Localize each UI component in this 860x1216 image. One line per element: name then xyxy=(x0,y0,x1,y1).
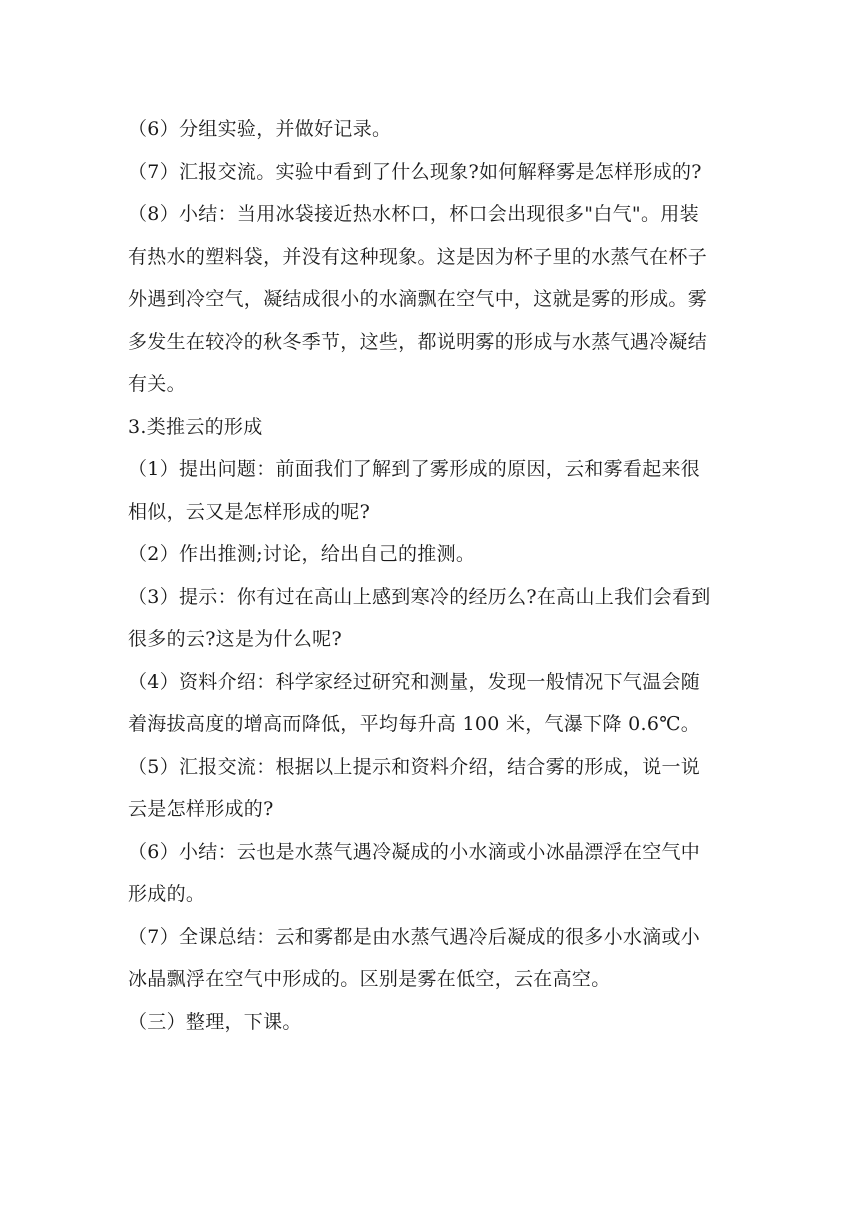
paragraph-step-6-group-experiment xyxy=(128,108,732,151)
text-line: 多发生在较冷的秋冬季节，这些，都说明雾的形成与水蒸气遇冷凝结 xyxy=(128,330,708,353)
text-line: （8）小结：当用冰袋接近热水杯口，杯口会出现很多"白气"。用装 xyxy=(128,203,699,225)
text-line: （1）提出问题：前面我们了解到了雾形成的原因，云和雾看起来很 xyxy=(128,458,701,480)
text-line: 云是怎样形成的? xyxy=(128,798,274,820)
text-line: （2）作出推测;讨论，给出自己的推测。 xyxy=(128,543,476,565)
text-line: （4）资料介绍：科学家经过研究和测量，发现一般情况下气温会随 xyxy=(128,670,701,693)
text-line: 有热水的塑料袋，并没有这种现象。这是因为杯子里的水蒸气在杯子 xyxy=(128,245,708,268)
text-line: （三）整理，下课。 xyxy=(128,1010,302,1033)
text-line: 外遇到冷空气，凝结成很小的水滴飘在空气中，这就是雾的形成。雾 xyxy=(128,288,708,310)
text-line: （3）提示：你有过在高山上感到寒冷的经历么?在高山上我们会看到 xyxy=(128,585,711,608)
text-line: 着海拔高度的增高而降低，平均每升高 100 米，气瀑下降 0.6℃。 xyxy=(128,713,701,735)
text-line: （7）全课总结：云和雾都是由水蒸气遇冷后凝成的很多小水滴或小 xyxy=(128,925,701,948)
paragraph-step-3-hint xyxy=(128,576,732,661)
section-heading-cloud-formation xyxy=(128,406,732,449)
text-line: 相似，云又是怎样形成的呢? xyxy=(128,500,371,523)
text-line: 很多的云?这是为什么呢? xyxy=(128,628,342,650)
paragraph-step-1-question xyxy=(128,448,732,533)
paragraph-step-6-summary xyxy=(128,831,732,916)
text-line: （6）分组实验，并做好记录。 xyxy=(128,118,392,140)
paragraph-step-8-summary xyxy=(128,193,732,406)
paragraph-tidy-up xyxy=(128,1001,732,1044)
text-line: 形成的。 xyxy=(128,883,206,905)
text-line: （6）小结：云也是水蒸气遇冷凝成的小水滴或小冰晶漂浮在空气中 xyxy=(128,840,701,863)
text-line: 冰晶飘浮在空气中形成的。区别是雾在低空，云在高空。 xyxy=(128,968,611,990)
text-line: （5）汇报交流：根据以上提示和资料介绍，结合雾的形成，说一说 xyxy=(128,755,701,778)
text-line: 有关。 xyxy=(128,373,186,395)
paragraph-step-4-material xyxy=(128,661,732,746)
paragraph-step-2-hypothesis xyxy=(128,533,732,576)
document-page xyxy=(128,108,732,1043)
text-line: 3.类推云的形成 xyxy=(128,415,263,438)
paragraph-step-7-conclusion xyxy=(128,916,732,1001)
paragraph-step-5-report xyxy=(128,746,732,831)
text-line: （7）汇报交流。实验中看到了什么现象?如何解释雾是怎样形成的? xyxy=(128,160,702,183)
paragraph-step-7-report xyxy=(128,151,732,194)
